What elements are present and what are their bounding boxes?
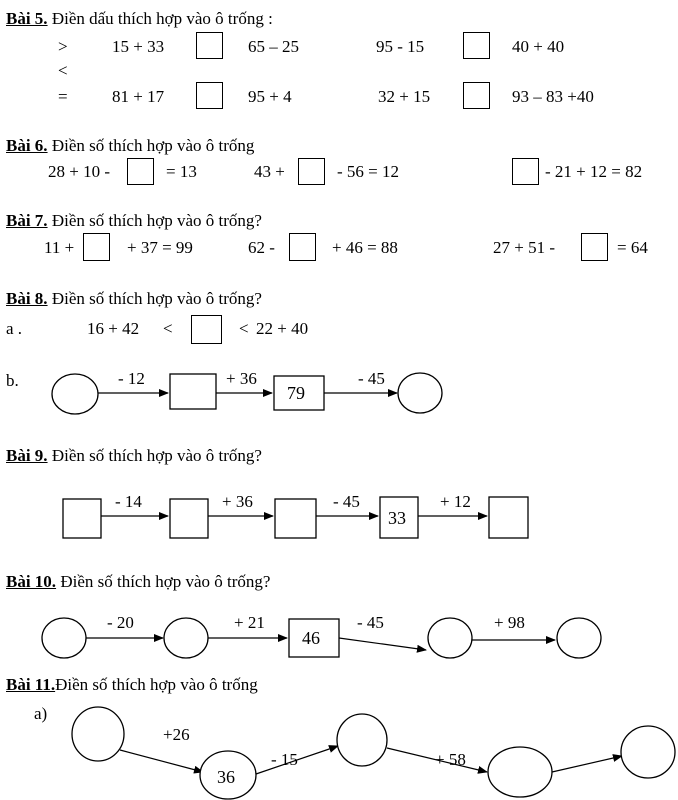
bai6-instruction: Điền số thích hợp vào ô trống xyxy=(47,136,255,155)
bai5-r2-left1: 81 + 17 xyxy=(112,87,165,106)
bai11-value: 36 xyxy=(217,767,235,787)
sign-greater: > xyxy=(58,37,68,56)
bai7-title: Bài 7. xyxy=(6,211,48,230)
bai7-p2-before: 62 - xyxy=(248,238,275,257)
bai5-title: Bài 5. xyxy=(6,9,48,28)
bai11-instruction: Điền số thích hợp vào ô trống xyxy=(55,675,258,694)
bai10-op-3: - 45 xyxy=(357,613,384,632)
bai11-circle-3[interactable] xyxy=(337,714,387,766)
bai8-b-start-circle[interactable] xyxy=(52,374,98,414)
bai9-op-2: + 36 xyxy=(222,492,253,511)
bai6-title: Bài 6. xyxy=(6,136,48,155)
bai11-circle-5[interactable] xyxy=(621,726,675,778)
bai5-instruction: Điền dấu thích hợp vào ô trống : xyxy=(47,9,273,28)
bai8-title: Bài 8. xyxy=(6,289,48,308)
bai9-box-3[interactable] xyxy=(275,499,316,538)
bai10-circle-3[interactable] xyxy=(428,618,472,658)
bai6-p1-after: = 13 xyxy=(166,162,197,181)
bai5-r2-right2: 93 – 83 +40 xyxy=(512,87,594,106)
bai7-p3-before: 27 + 51 - xyxy=(493,238,555,257)
bai8-a-right: 22 + 40 xyxy=(256,319,309,338)
bai10-value: 46 xyxy=(302,628,320,648)
bai8-instruction: Điền số thích hợp vào ô trống? xyxy=(47,289,262,308)
bai9-box-2[interactable] xyxy=(170,499,208,538)
bai5-r2-right1: 95 + 4 xyxy=(248,87,292,106)
bai8-b-end-circle[interactable] xyxy=(398,373,442,413)
bai8-b-value: 79 xyxy=(287,383,305,403)
bai9-op-1: - 14 xyxy=(115,492,142,511)
bai11-circle-1[interactable] xyxy=(72,707,124,761)
bai9-box-1[interactable] xyxy=(63,499,101,538)
bai8-b-op-3: - 45 xyxy=(358,369,385,388)
bai9-op-3: - 45 xyxy=(333,492,360,511)
bai9-instruction: Điền số thích hợp vào ô trống? xyxy=(47,446,262,465)
bai10-circle-2[interactable] xyxy=(164,618,208,658)
bai11-arrow-1 xyxy=(120,750,203,772)
bai10-title: Bài 10. xyxy=(6,572,57,591)
bai8-a-less-2: < xyxy=(239,319,249,338)
bai7-instruction: Điền số thích hợp vào ô trống? xyxy=(47,211,262,230)
bai10-op-2: + 21 xyxy=(234,613,265,632)
bai5-r1-left2: 95 - 15 xyxy=(376,37,425,56)
bai11-circle-4[interactable] xyxy=(488,747,552,797)
bai11-op-2: - 15 xyxy=(271,750,298,769)
bai10-chain xyxy=(42,613,601,658)
bai7-p3-after: = 64 xyxy=(617,238,648,257)
bai11-chain xyxy=(72,707,675,799)
bai6-p1-before: 28 + 10 - xyxy=(48,162,110,181)
bai6-p2-after: - 56 = 12 xyxy=(337,162,399,181)
bai8-b-op-2: + 36 xyxy=(226,369,257,388)
bai11-title: Bài 11. xyxy=(6,675,56,694)
bai8-a-less-1: < xyxy=(163,319,173,338)
bai9-chain xyxy=(63,492,528,538)
bai10-instruction: Điền số thích hợp vào ô trống? xyxy=(56,572,271,591)
bai6-p2-before: 43 + xyxy=(254,162,285,181)
bai9-op-4: + 12 xyxy=(440,492,471,511)
bai5-r1-right1: 65 – 25 xyxy=(248,37,299,56)
bai10-circle-4[interactable] xyxy=(557,618,601,658)
bai10-arrow-3 xyxy=(339,638,426,650)
bai9-box-5[interactable] xyxy=(489,497,528,538)
bai7-p1-before: 11 + xyxy=(44,238,75,257)
bai9-value: 33 xyxy=(388,508,406,528)
bai6-p3-after: - 21 + 12 = 82 xyxy=(545,162,643,181)
sign-less: < xyxy=(58,61,68,80)
bai11-op-1: +26 xyxy=(163,725,190,744)
bai11-op-3: + 58 xyxy=(435,750,466,769)
bai5-r1-left1: 15 + 33 xyxy=(112,37,165,56)
bai10-circle-1[interactable] xyxy=(42,618,86,658)
bai10-op-1: - 20 xyxy=(107,613,134,632)
bai8-b-chain xyxy=(52,369,442,414)
bai7-p2-after: + 46 = 88 xyxy=(332,238,398,257)
bai11-arrow-4 xyxy=(552,756,622,772)
bai8-a-label: a . xyxy=(6,319,23,338)
bai8-b-answer-box[interactable] xyxy=(170,374,216,409)
bai11-a-label: a) xyxy=(34,704,48,723)
bai5-r2-left2: 32 + 15 xyxy=(378,87,431,106)
bai8-b-label: b. xyxy=(6,371,19,390)
bai8-a-left: 16 + 42 xyxy=(87,319,140,338)
bai10-op-4: + 98 xyxy=(494,613,525,632)
bai8-b-op-1: - 12 xyxy=(118,369,145,388)
bai7-p1-after: + 37 = 99 xyxy=(127,238,193,257)
bai9-title: Bài 9. xyxy=(6,446,48,465)
sign-equal: = xyxy=(58,87,68,106)
bai5-r1-right2: 40 + 40 xyxy=(512,37,565,56)
